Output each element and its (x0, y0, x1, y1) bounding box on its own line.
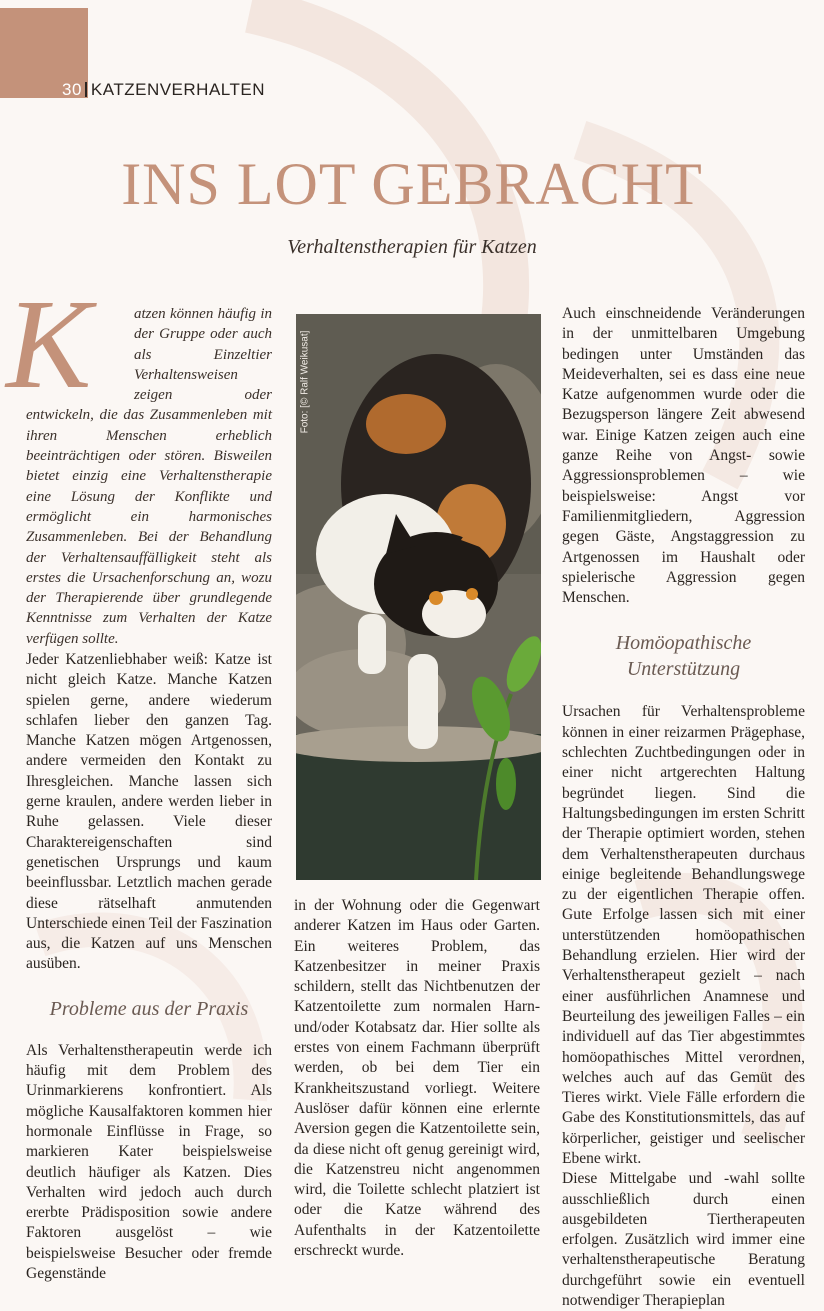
section-name: KATZENVERHALTEN (90, 80, 265, 99)
drop-cap: K (6, 273, 92, 415)
heading-probleme: Probleme aus der Praxis (49, 997, 249, 1020)
col3-paragraph-3: Diese Mittelgabe und -wahl sollte ausschließlich durch einen ausgebildeten Tiertherapeuten erfolgen. Zusätzlich wird immer eine verhaltenstherapeutische Beratung durchgeführt sowie ein eventuell notwendiger Therapieplan (562, 1170, 805, 1310)
column-3 (562, 304, 805, 1311)
article-title: INS LOT GEBRACHT (121, 151, 703, 217)
col3-paragraph-2: Ursachen für Verhaltensprobleme können in einer reizarmen Prägephase, schlechten Zuchtbedingungen oder in einer nicht artgerechten Haltung begründet liegen. Sind die Haltungsbedingungen im ersten Schritt der Therapie optimiert worden, stehen dem Verhaltenstherapeuten durchaus einige begleitende Behandlungswege zu der eigentlichen Therapie offen. Gute Erfolge lassen sich mit einer unterstützenden homöopathischen Behandlung erzielen. Hier wird der Verhaltenstherapeut gezielt – nach einer ausführlichen Anamnese und Beurteilung des jeweiligen Falles – ein individuell auf das Tier abgestimmtes homöopathisches Mittel verordnen, welches auch auf das Gemüt des Tieres wirkt. Viele Fälle erfordern die Gabe des Konstitutionsmittels, das auf körperlicher, geistiger und seelischer Ebene wirkt. (562, 703, 805, 1167)
col1-paragraph-1: Jeder Katzenliebhaber weiß: Katze ist nicht gleich Katze. Manche Katzen spielen gerne, andere wiederum schlafen lieber den ganzen Tag. Manche Katzen mögen Artgenossen, andere vermeiden den Kontakt zu Ihresgleichen. Manche lassen sich gerne kraulen, andere werden lieber in Ruhe gelassen. Viele dieser Charaktereigenschaften sind genetischen Ursprungs und kaum beeinflussbar. Letztlich machen gerade diese rätselhaft anmutenden Unterschiede einen Teil der Faszination aus, die Katzen auf uns Menschen ausüben. (26, 651, 272, 973)
column-2 (294, 896, 540, 1261)
intro-text: atzen können häufig in der Gruppe oder auch als Einzeltier Verhaltensweisen zeigen oder entwickeln, die das Zusammenleben mit ihren Menschen erheblich beeinträchtigen oder stören. Bisweilen bietet einzig eine Verhaltenstherapie eine Lösung der Konflikte und ermöglicht ein harmonisches Zusammenleben. Bei der Behandlung der Verhaltensauffälligkeit steht als erstes die Ursachenforschung an, wozu der Therapierende über grundlegende Kenntnisse zum Verhalten der Katze verfügen sollte. (26, 306, 272, 647)
heading-line-1: Homöopathische (615, 632, 752, 655)
article-subtitle: Verhaltenstherapien für Katzen (287, 236, 537, 258)
photo-credit: Foto: [© Ralf Weikusat] (299, 330, 311, 434)
intro-paragraph (6, 273, 272, 649)
heading-homoeopathie (562, 630, 805, 682)
col2-paragraph-1: in der Wohnung oder die Gegenwart anderer Katzen im Haus oder Garten. Ein weiteres Problem, das Katzenbesitzer in meiner Praxis schildern, stellt das Nichtbenutzen der Katzentoilette zum normalen Harn- und/oder Kotabsatz dar. Hier sollte als erstes von einem Fachmann überprüft werden, ob bei dem Tier ein Krankheitszustand vorliegt. Weitere Auslöser dafür können eine erlernte Aversion gegen die Katzentoilette sein, da diese nicht oft genug gereinigt wird, die Katzenstreu nicht angenommen wird, die Toilette schlecht platziert ist oder die Katze während des Aufenthalts in der Katzentoilette erschreckt wurde. (294, 897, 540, 1260)
page-number: 30 (62, 80, 82, 99)
col3-paragraph-1: Auch einschneidende Veränderungen in der unmittelbaren Umgebung bedingen unter Umständen das Meideverhalten, sei es dass eine neue Katze aufgenommen wurde oder die Bezugsperson längere Zeit abwesend war. Einige Katzen zeigen auch eine ganze Reihe von Angst- sowie Aggressionsproblemen – wie beispielsweise: Angst vor Familienmitgliedern, Aggression gegen Gäste, Angstaggression zu Artgenossen im Haushalt oder spielerische Aggression gegen Menschen. (562, 305, 805, 607)
col1-paragraph-2: Als Verhaltenstherapeutin werde ich häufig mit dem Problem des Urinmarkierens konfrontiert. Als mögliche Kausalfaktoren kommen hier hormonale Einflüsse in Frage, so markieren Kater beispielsweise deutlich häufiger als Katzen. Dies Verhalten wird jedoch auch durch ererbte Prädisposition sowie andere Faktoren ausgelöst – wie beispielsweise Besucher oder fremde Gegenstände (26, 1041, 272, 1283)
column-1 (26, 650, 272, 1284)
header-divider (85, 82, 87, 97)
page-header (62, 80, 265, 100)
heading-line-2: Unterstützung (626, 658, 741, 681)
cat-photo (296, 314, 541, 880)
